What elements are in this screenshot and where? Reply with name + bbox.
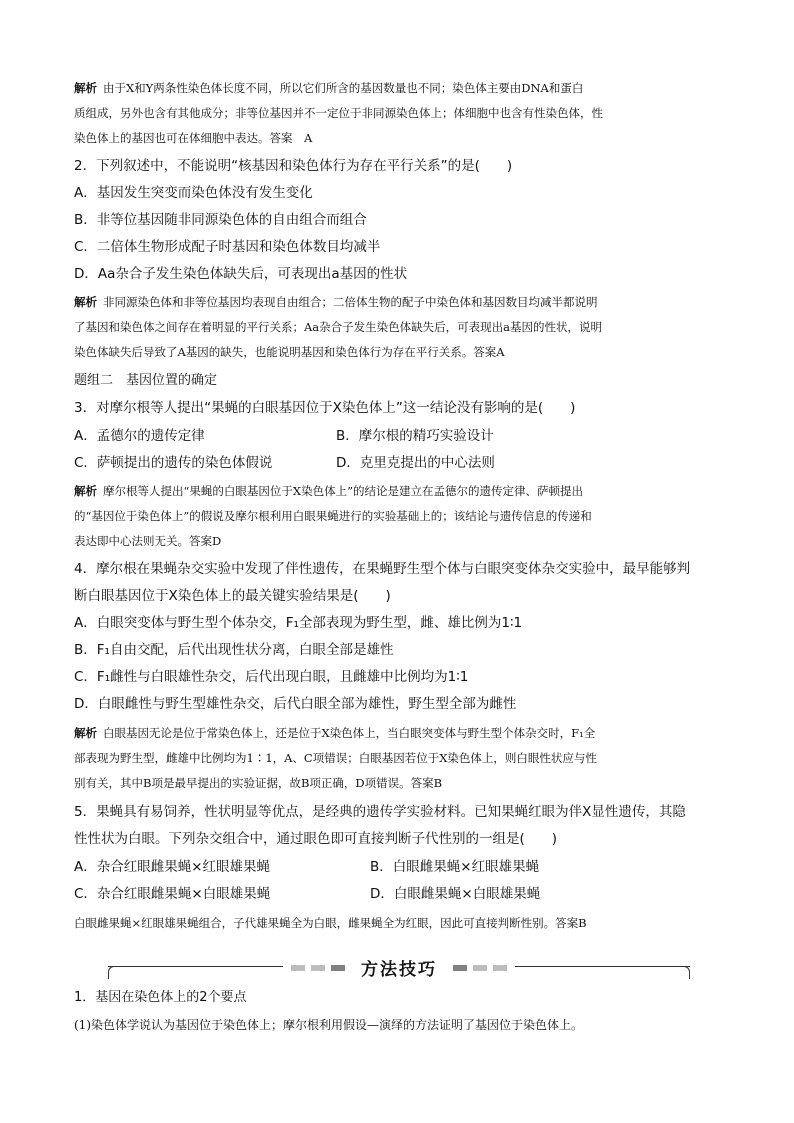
q5-option-b: B．白眼雌果蝇×红眼雄果蝇 xyxy=(370,859,540,875)
explanation-line: 解析 由于X和Y两条性染色体长度不同，所以它们所含的基因数量也不同；染色体主要由DNA和蛋白 xyxy=(74,81,584,95)
explanation-label: 解析 xyxy=(74,726,97,740)
decor-square-icon xyxy=(473,965,487,971)
decor-square-icon xyxy=(493,965,507,971)
q3-option-c: C．萨顿提出的遗传的染色体假说 xyxy=(74,455,273,471)
q2-option-a: A．基因发生突变而染色体没有发生变化 xyxy=(74,185,313,201)
q3-option-d: D．克里克提出的中心法则 xyxy=(336,455,495,471)
decor-square-icon xyxy=(453,965,467,971)
question-5-stem: 5．果蝇具有易饲养，性状明显等优点，是经典的遗传学实验材料。已知果蝇红眼为伴X显性遗传，其隐 xyxy=(74,804,686,820)
group-heading: 题组二 基因位置的确定 xyxy=(74,373,218,388)
explanation-line: 了基因和染色体之间存在着明显的平行关系；Aa杂合子发生染色体缺失后，可表现出a基因的性状，说明 xyxy=(74,320,603,334)
explanation-line: 白眼雌果蝇×红眼雄果蝇组合，子代雄果蝇全为白眼，雌果蝇全为红眼，因此可直接判断性别。答案B xyxy=(74,916,587,930)
decor-square-icon xyxy=(331,965,345,971)
banner-left-cap xyxy=(108,966,116,979)
banner-right-cap xyxy=(682,966,690,979)
q4-option-a: A．白眼突变体与野生型个体杂交，F₁全部表现为野生型，雌、雄比例为1∶1 xyxy=(74,615,523,631)
explanation-line: 染色体缺失后导致了A基因的缺失，也能说明基因和染色体行为存在平行关系。答案A xyxy=(74,345,505,359)
q3-option-b: B．摩尔根的精巧实验设计 xyxy=(336,428,494,444)
explanation-line: 质组成，另外也含有其他成分；非等位基因并不一定位于非同源染色体上；体细胞中也含有性染色体，性 xyxy=(74,106,603,120)
question-2-stem: 2．下列叙述中，不能说明“核基因和染色体行为存在平行关系”的是( ) xyxy=(74,158,513,174)
q4-option-d: D．白眼雌性与野生型雄性杂交，后代白眼全部为雄性，野生型全部为雌性 xyxy=(74,696,517,712)
question-3-stem: 3．对摩尔根等人提出“果蝇的白眼基因位于X染色体上”这一结论没有影响的是( ) xyxy=(74,400,576,416)
method-point-1: (1)染色体学说认为基因位于染色体上；摩尔根利用假设—演绎的方法证明了基因位于染色体上。 xyxy=(74,1018,584,1032)
explanation-line: 部表现为野生型，雌雄中比例均为1∶1，A、C项错误；白眼基因若位于X染色体上，则白眼性状应与性 xyxy=(74,751,597,765)
explanation-label: 解析 xyxy=(74,81,97,95)
q5-option-a: A．杂合红眼雌果蝇×红眼雄果蝇 xyxy=(74,859,271,875)
explanation-line: 染色体上的基因也可在体细胞中表达。答案 A xyxy=(74,131,313,145)
decor-square-icon xyxy=(311,965,325,971)
q4-option-b: B．F₁自由交配，后代出现性状分离，白眼全部是雄性 xyxy=(74,642,394,658)
explanation-label: 解析 xyxy=(74,295,97,309)
q4-option-c: C．F₁雌性与白眼雄性杂交，后代出现白眼，且雌雄中比例均为1∶1 xyxy=(74,669,469,685)
explanation-line: 的“基因位于染色体上”的假说及摩尔根利用白眼果蝇进行的实验基础上的；该结论与遗传信息的传递和 xyxy=(74,509,592,523)
question-4-stem: 断白眼基因位于X染色体上的最关键实验结果是( ) xyxy=(74,588,391,604)
section-banner xyxy=(108,958,690,980)
explanation-line: 表达即中心法则无关。答案D xyxy=(74,534,222,548)
q5-option-c: C．杂合红眼雌果蝇×白眼雄果蝇 xyxy=(74,886,271,902)
banner-center xyxy=(283,955,515,980)
explanation-line: 解析 摩尔根等人提出“果蝇的白眼基因位于X染色体上”的结论是建立在孟德尔的遗传定律、萨顿提出 xyxy=(74,484,583,498)
question-5-stem: 性性状为白眼。下列杂交组合中，通过眼色即可直接判断子代性别的一组是( ) xyxy=(74,831,558,847)
q5-option-d: D．白眼雌果蝇×白眼雄果蝇 xyxy=(370,886,541,902)
explanation-line: 别有关，其中B项是最早提出的实验证据，故B项正确，D项错误。答案B xyxy=(74,776,443,790)
explanation-line: 解析 非同源染色体和非等位基因均表现自由组合；二倍体生物的配子中染色体和基因数目均减半都说明 xyxy=(74,295,598,309)
method-heading: 1．基因在染色体上的2个要点 xyxy=(74,990,247,1005)
question-4-stem: 4．摩尔根在果蝇杂交实验中发现了伴性遗传，在果蝇野生型个体与白眼突变体杂交实验中，最早能够判 xyxy=(74,561,691,577)
q2-option-d: D．Aa杂合子发生染色体缺失后，可表现出a基因的性状 xyxy=(74,266,408,282)
decor-square-icon xyxy=(291,965,305,971)
banner-title: 方法技巧 xyxy=(361,960,437,980)
q2-option-c: C．二倍体生物形成配子时基因和染色体数目均减半 xyxy=(74,239,381,255)
q2-option-b: B．非等位基因随非同源染色体的自由组合而组合 xyxy=(74,212,367,228)
explanation-line: 解析 白眼基因无论是位于常染色体上，还是位于X染色体上，当白眼突变体与野生型个体杂交时，F₁全 xyxy=(74,726,596,740)
explanation-label: 解析 xyxy=(74,484,97,498)
q3-option-a: A．孟德尔的遗传定律 xyxy=(74,428,205,444)
